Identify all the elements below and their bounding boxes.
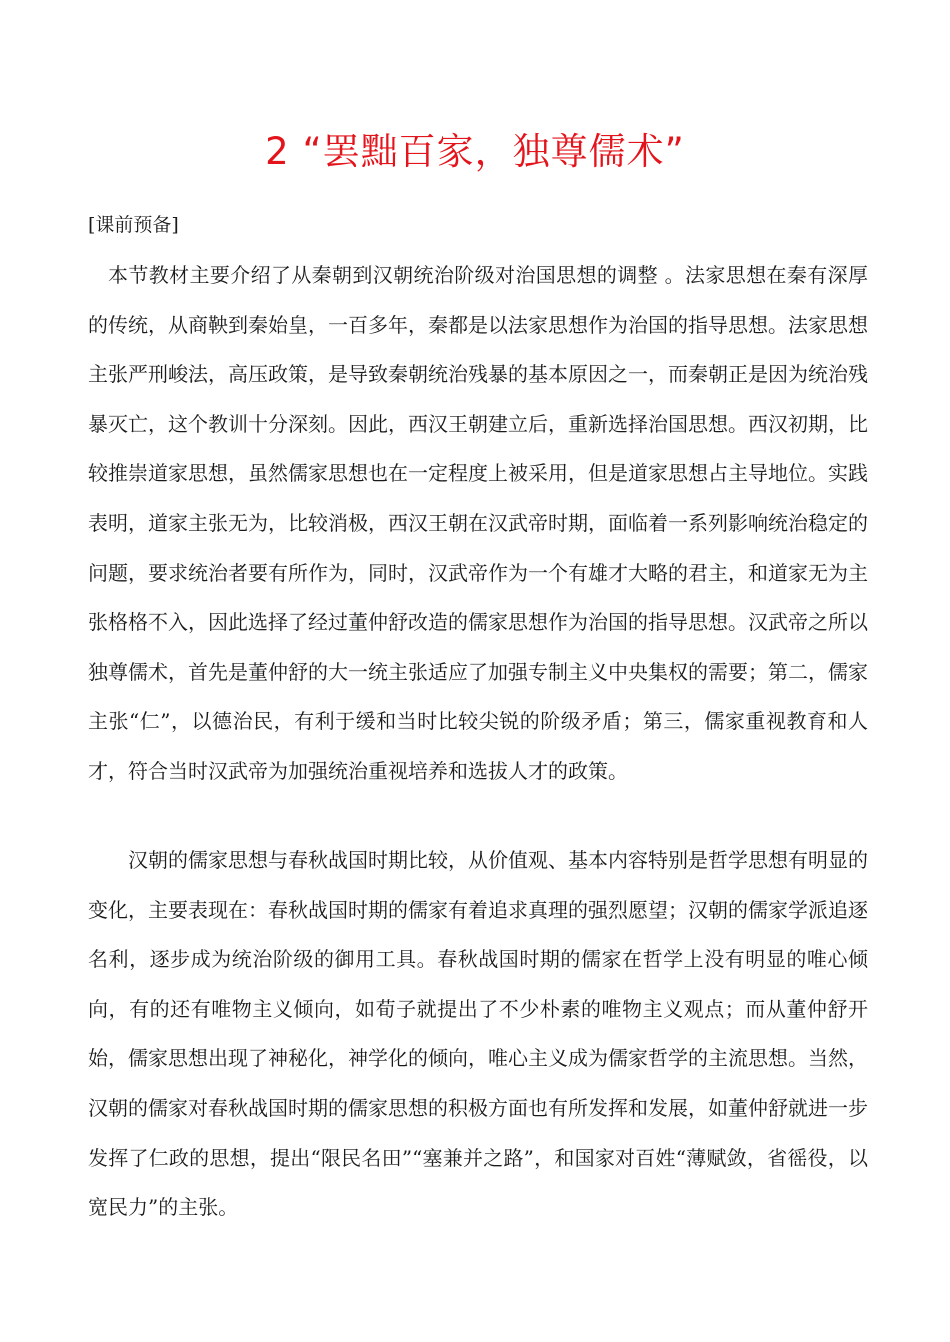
paragraph-1: 本节教材主要介绍了从秦朝到汉朝统治阶级对治国思想的调整 。法家思想在秦有深厚的传统，从商鞅到秦始皇，一百多年，秦都是以法家思想作为治国的指导思想。法家思想主张严刑峻法，高压政策，是导致秦朝统治残暴的基本原因之一，而秦朝正是因为统治残暴灭亡，这个教训十分深刻。因此，西汉王朝建立后，重新选择治国思想。西汉初期，比较推崇道家思想，虽然儒家思想也在一定程度上被采用，但是道家思想占主导地位。实践表明，道家主张无为，比较消极，西汉王朝在汉武帝时期，面临着一系列影响统治稳定的问题，要求统治者要有所作为，同时，汉武帝作为一个有雄才大略的君主，和道家无为主张格格不入，因此选择了经过董仲舒改造的儒家思想作为治国的指导思想。汉武帝之所以独尊儒术，首先是董仲舒的大一统主张适应了加强专制主义中央集权的需要；第二，儒家主张“仁”，以德治民，有利于缓和当时比较尖锐的阶级矛盾；第三，儒家重视教育和人才，符合当时汉武帝为加强统治重视培养和选拔人才的政策。 [88, 263, 868, 783]
page-title: 2 “罢黜百家，独尊儒术” [265, 130, 685, 173]
section-label: [课前预备] [88, 214, 179, 236]
paragraph-2: 汉朝的儒家思想与春秋战国时期比较，从价值观、基本内容特别是哲学思想有明显的变化，主要表现在：春秋战国时期的儒家有着追求真理的强烈愿望；汉朝的儒家学派追逐名利，逐步成为统治阶级的御用工具。春秋战国时期的儒家在哲学上没有明显的唯心倾向，有的还有唯物主义倾向，如荀子就提出了不少朴素的唯物主义观点；而从董仲舒开始，儒家思想出现了神秘化，神学化的倾向，唯心主义成为儒家哲学的主流思想。当然，汉朝的儒家对春秋战国时期的儒家思想的积极方面也有所发挥和发展，如董仲舒就进一步发挥了仁政的思想，提出“限民名田”“塞兼并之路”，和国家对百姓“薄赋敛，省徭役，以宽民力”的主张。 [88, 848, 868, 1220]
